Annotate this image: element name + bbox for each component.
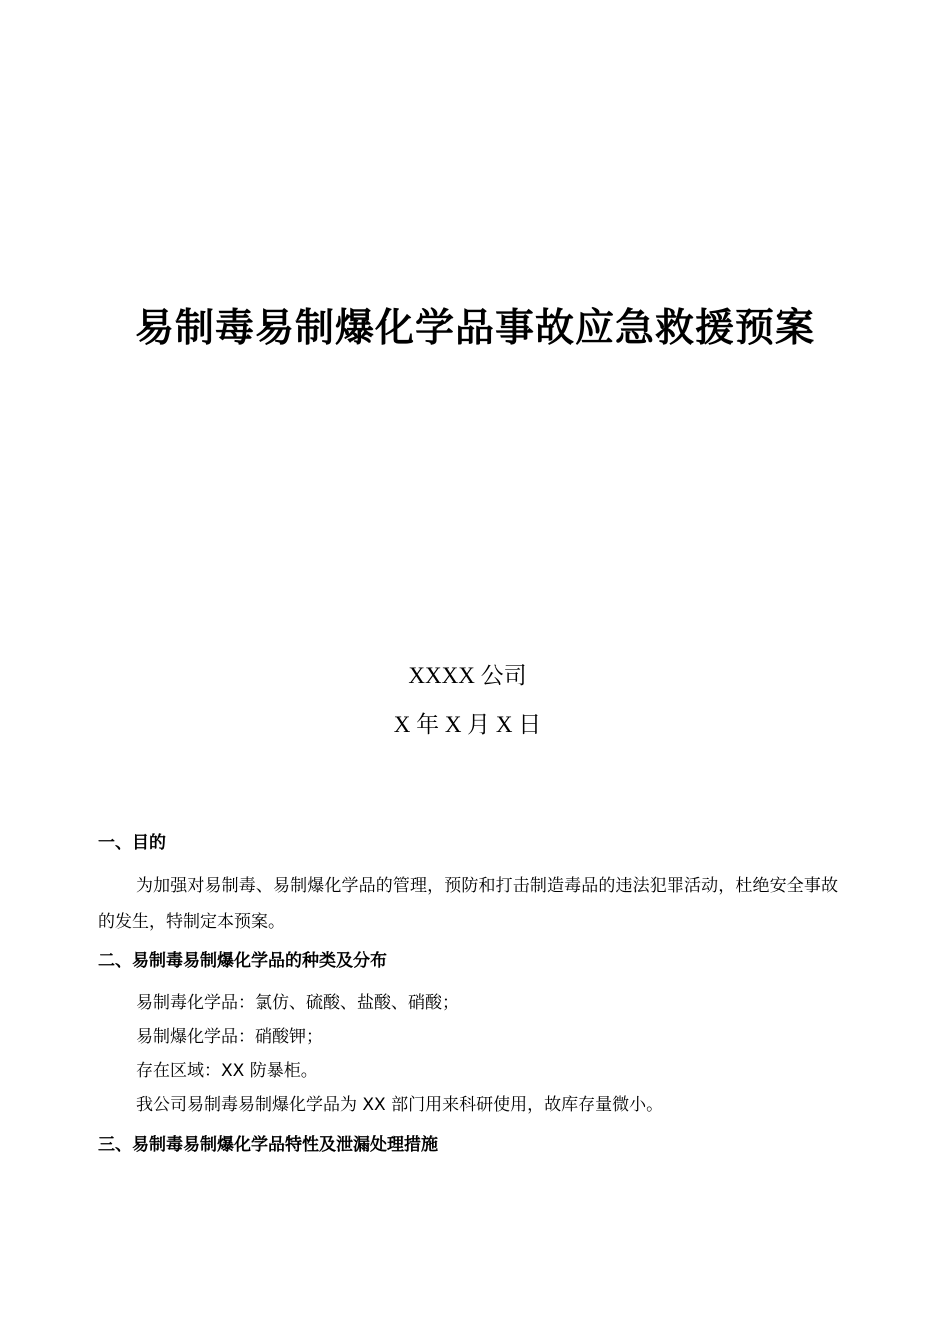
list-item: 易制爆化学品：硝酸钾； (136, 1027, 323, 1047)
section-heading-types: 二、易制毒易制爆化学品的种类及分布 (98, 951, 387, 971)
section-paragraph-purpose: 为加强对易制毒、易制爆化学品的管理，预防和打击制造毒品的违法犯罪活动，杜绝安全事故的发生，特制定本预案。 (98, 876, 838, 932)
section-list-types (98, 986, 838, 1122)
list-item: 我公司易制毒易制爆化学品为 XX 部门用来科研使用，故库存量微小。 (136, 1095, 664, 1115)
section-heading-purpose: 一、目的 (98, 833, 166, 853)
list-item: 存在区域：XX 防暴柜。 (136, 1061, 318, 1081)
document-date: X 年 X 月 X 日 (393, 712, 542, 737)
company-name: XXXX 公司 (408, 663, 527, 688)
section-heading-properties: 三、易制毒易制爆化学品特性及泄漏处理措施 (98, 1135, 438, 1155)
document-title: 易制毒易制爆化学品事故应急救援预案 (134, 305, 815, 351)
list-item: 易制毒化学品：氯仿、硫酸、盐酸、硝酸； (136, 993, 459, 1013)
document-body (98, 830, 838, 1158)
